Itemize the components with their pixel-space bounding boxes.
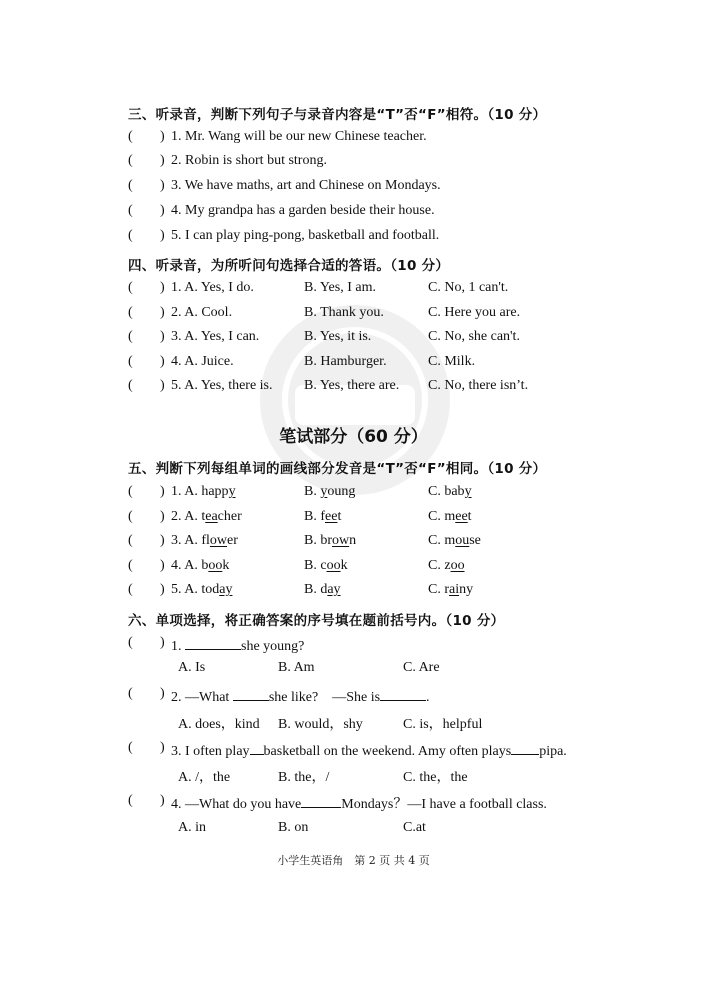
option-b: B. cook bbox=[304, 558, 348, 573]
written-part-heading: 笔试部分（60 分） bbox=[279, 427, 428, 447]
option-c: C. No, there isn’t. bbox=[428, 378, 529, 393]
option-c: C. the，the bbox=[403, 770, 468, 785]
answer-bracket-close: ) bbox=[160, 203, 165, 218]
s4-item-1: ( ) 1. A. Yes, I do. B. Yes, I am. C. No, 1 can't. bbox=[128, 280, 509, 295]
s3-item-2 bbox=[0, 153, 707, 173]
section5-title: 五、判断下列每组单词的画线部分发音是“T”否“F”相同。（10 分） bbox=[128, 461, 547, 477]
option-b: B. Yes, it is. bbox=[304, 329, 372, 344]
s3-item-4 bbox=[0, 203, 707, 223]
section6-title: 六、单项选择，将正确答案的序号填在题前括号内。（10 分） bbox=[128, 613, 505, 629]
option-c: C. Are bbox=[403, 660, 440, 675]
answer-bracket-close: ) bbox=[160, 228, 165, 243]
option-b: B. Am bbox=[278, 660, 315, 675]
option-b: B. feet bbox=[304, 509, 342, 524]
option-a: 4. A. Juice. bbox=[171, 354, 234, 369]
s4-item-4: ( ) 4. A. Juice. B. Hamburger. C. Milk. bbox=[128, 354, 476, 369]
answer-bracket-close: ) bbox=[160, 153, 165, 168]
option-b: B. on bbox=[278, 820, 309, 835]
option-b: B. Thank you. bbox=[304, 305, 384, 320]
option-a: 3. A. Yes, I can. bbox=[171, 329, 260, 344]
answer-bracket-close: ) bbox=[160, 129, 165, 144]
answer-bracket-close: ) bbox=[160, 178, 165, 193]
option-a: A. Is bbox=[178, 660, 206, 675]
option-c: C. rainy bbox=[428, 582, 474, 597]
s3-item-text: 5. I can play ping-pong, basketball and football. bbox=[171, 228, 440, 243]
s3-item-text: 4. My grandpa has a garden beside their house. bbox=[171, 203, 435, 218]
question-text: 1. she young? bbox=[171, 635, 304, 655]
s5-item-3: ( ) 3. A. flower B. brown C. mouse bbox=[128, 533, 481, 548]
answer-bracket-open: ( bbox=[128, 203, 133, 218]
s5-item-2: ( ) 2. A. teacher B. feet C. meet bbox=[128, 509, 472, 524]
page-footer: 小学生英语角 第 2 页 共 4 页 bbox=[277, 854, 430, 867]
answer-blank bbox=[511, 740, 539, 755]
option-c: C. Here you are. bbox=[428, 305, 521, 320]
answer-bracket-open: ( bbox=[128, 228, 133, 243]
option-b: B. day bbox=[304, 582, 341, 597]
s6-q2-options bbox=[0, 713, 707, 733]
s3-item-text: 1. Mr. Wang will be our new Chinese teacher. bbox=[171, 129, 427, 144]
section3-title: 三、听录音，判断下列句子与录音内容是“T”否“F”相符。（10 分） bbox=[128, 107, 547, 123]
answer-bracket-open: ( bbox=[128, 178, 133, 193]
option-b: B. Yes, I am. bbox=[304, 280, 376, 295]
option-a: A. does，kind bbox=[178, 717, 260, 732]
answer-bracket-open: ( bbox=[128, 153, 133, 168]
option-b: B. young bbox=[304, 484, 356, 499]
option-b: B. the，/ bbox=[278, 770, 330, 785]
option-c: C. meet bbox=[428, 509, 472, 524]
s6-q3: ( ) 3. I often play basketball on the weekend. Amy often plays pipa. bbox=[128, 740, 567, 759]
option-c: C. zoo bbox=[428, 558, 465, 573]
option-b: B. brown bbox=[304, 533, 357, 548]
answer-blank bbox=[301, 793, 341, 808]
option-a: 3. A. flower bbox=[171, 533, 238, 548]
s5-item-1: ( ) 1. A. happy B. young C. baby bbox=[128, 484, 472, 499]
answer-blank bbox=[185, 635, 241, 650]
s5-item-5: ( ) 5. A. today B. day C. rainy bbox=[128, 582, 474, 597]
option-a: A. in bbox=[178, 820, 206, 835]
option-c: C. Milk. bbox=[428, 354, 476, 369]
s4-item-5: ( ) 5. A. Yes, there is. B. Yes, there are. C. No, there isn’t. bbox=[128, 378, 529, 393]
answer-blank bbox=[233, 686, 269, 701]
option-a: A. /，the bbox=[178, 770, 231, 785]
s6-q1-options bbox=[0, 660, 707, 680]
option-a: 1. A. happy bbox=[171, 484, 236, 499]
s4-item-3: ( ) 3. A. Yes, I can. B. Yes, it is. C. No, she can't. bbox=[128, 329, 520, 344]
option-b: B. Hamburger. bbox=[304, 354, 387, 369]
s3-item-3 bbox=[0, 178, 707, 198]
answer-blank bbox=[250, 740, 264, 755]
s5-item-4: ( ) 4. A. book B. cook C. zoo bbox=[128, 558, 465, 573]
option-c: C. baby bbox=[428, 484, 472, 499]
s3-item-1 bbox=[0, 129, 707, 149]
question-text: 3. I often play basketball on the weekend. Amy often plays pipa. bbox=[171, 740, 567, 760]
s3-item-5 bbox=[0, 228, 707, 248]
s3-item-text: 2. Robin is short but strong. bbox=[171, 153, 327, 168]
option-a: 4. A. book bbox=[171, 558, 230, 573]
option-c: C.at bbox=[403, 820, 426, 835]
s6-q4: ( ) 4. —What do you have Mondays？—I have a football class. bbox=[128, 793, 547, 812]
answer-bracket-open: ( bbox=[128, 129, 133, 144]
s6-q2: ( ) 2. —What she like? —She is . bbox=[128, 686, 430, 705]
option-b: B. Yes, there are. bbox=[304, 378, 400, 393]
option-a: 5. A. today bbox=[171, 582, 233, 597]
option-a: 1. A. Yes, I do. bbox=[171, 280, 254, 295]
s6-q4-options bbox=[0, 820, 707, 840]
answer-blank bbox=[380, 686, 426, 701]
option-a: 5. A. Yes, there is. bbox=[171, 378, 273, 393]
option-c: C. mouse bbox=[428, 533, 481, 548]
question-text: 4. —What do you have Mondays？—I have a football class. bbox=[171, 793, 547, 813]
option-a: 2. A. Cool. bbox=[171, 305, 233, 320]
s6-q3-options bbox=[0, 766, 707, 786]
s3-item-text: 3. We have maths, art and Chinese on Mondays. bbox=[171, 178, 441, 193]
option-c: C. is，helpful bbox=[403, 717, 483, 732]
option-b: B. would，shy bbox=[278, 717, 363, 732]
question-text: 2. —What she like? —She is . bbox=[171, 686, 430, 706]
option-c: C. No, she can't. bbox=[428, 329, 520, 344]
s4-item-2: ( ) 2. A. Cool. B. Thank you. C. Here you are. bbox=[128, 305, 521, 320]
section4-title: 四、听录音，为所听问句选择合适的答语。（10 分） bbox=[128, 258, 450, 274]
s6-q1: ( ) 1. she young? bbox=[128, 635, 305, 654]
option-a: 2. A. teacher bbox=[171, 509, 242, 524]
option-c: C. No, 1 can't. bbox=[428, 280, 509, 295]
